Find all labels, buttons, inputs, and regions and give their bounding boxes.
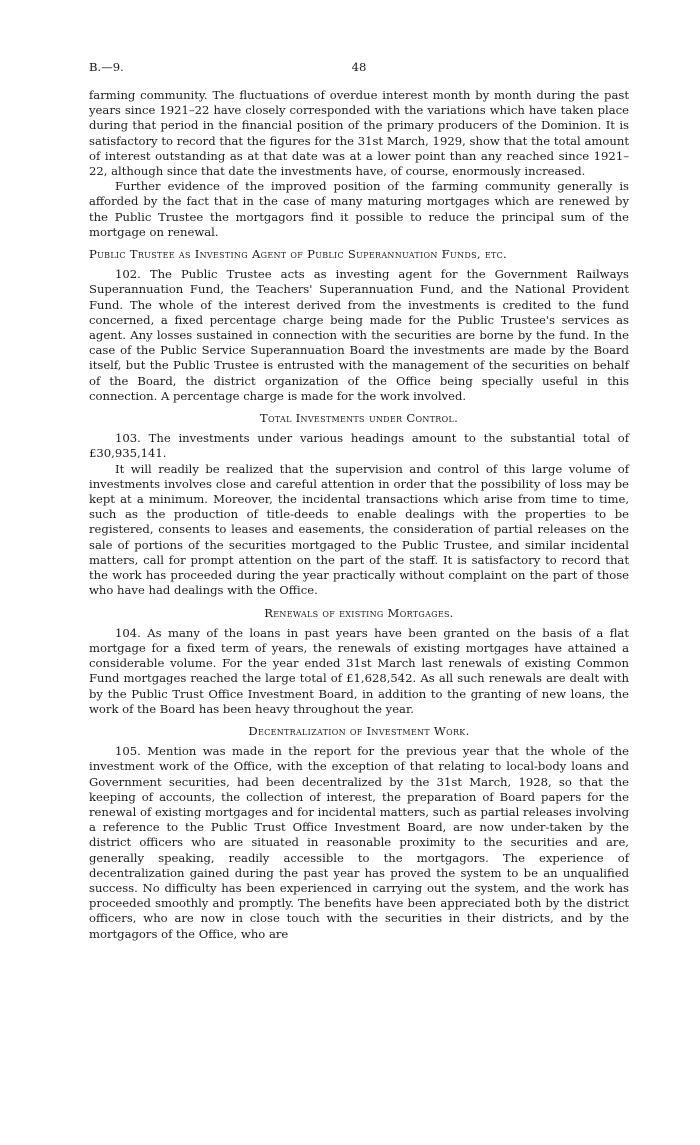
heading-renewals: Renewals of existing Mortgages.: [264, 605, 454, 620]
heading-decentralization: Decentralization of Investment Work.: [248, 723, 470, 738]
report-reference: B.—9.: [89, 60, 124, 74]
heading-total-investments: Total Investments under Control.: [259, 411, 459, 426]
paragraph-104: 104. As many of the loans in past years have been granted on the basis of a flat mortgage for a fixed term of years, the renewals of existing mortgages have attained a considerable volume. For the year ended 31st March last renewals of existing Common Fund mortgages reached the large total of £1,628,542. As all such renewals are dealt with by the Public Trust Office Investment Board, in addition to the granting of new loans, the work of the Board has been heavy throughout the year.: [89, 625, 629, 716]
paragraph-105: 105. Mention was made in the report for the previous year that the whole of the investment work of the Office, with the exception of that relating to local-body loans and Government securities, had been decentralized by the 31st March, 1928, so that the keeping of accounts, the collection of interest, the preparation of Board papers for the renewal of existing mortgages and for incidental matters, such as partial releases involving a reference to the Public Trust Office Investment Board, are now under-taken by the district officers who are situated in reasonable proximity to the securities and are, generally speaking, readily accessible to the mortgagors. The experience of decentralization gained during the past year has proved the system to be an unqualified success. No difficulty has been experienced in carrying out the system, and the work has proceeded smoothly and promptly. The benefits have been appreciated both by the district officers, who are now in close touch with the securities in their districts, and by the mortgagors of the Office, who are: [89, 744, 629, 941]
paragraph-103: 103. The investments under various headings amount to the substantial total of £30,935,141.: [89, 431, 629, 461]
page-header: [89, 60, 629, 88]
paragraph-farming-community: farming community. The fluctuations of overdue interest month by month during the past years since 1921–22 have closely corresponded with the variations which have taken place during that period in the financial position of the primary producers of the Dominion. It is satisfactory to record that the figures for the 31st March, 1929, show that the total amount of interest outstanding as at that date was at a lower point than any reached since 1921–22, although since that date the investments have, of course, enormously increased.: [89, 88, 629, 179]
document-page: [89, 60, 629, 942]
heading-superannuation-funds: Public Trustee as Investing Agent of Public Superannuation Funds, etc.: [89, 247, 508, 262]
paragraph-102: 102. The Public Trustee acts as investing agent for the Government Railways Superannuation Fund, the Teachers' Superannuation Fund, and the National Provident Fund. The whole of the interest derived from the investments is credited to the fund concerned, a fixed percentage charge being made for the Public Trustee's services as agent. Any losses sustained in connection with the securities are borne by the fund. In the case of the Public Service Superannuation Board the investments are made by the Board itself, but the Public Trustee is entrusted with the management of the securities on behalf of the Board, the district organization of the Office being specially useful in this connection. A percentage charge is made for the work involved.: [89, 267, 629, 403]
paragraph-further-evidence: Further evidence of the improved position of the farming community generally is afforded by the fact that in the case of many maturing mortgages which are renewed by the Public Trustee the mortgagors find it possible to reduce the principal sum of the mortgage on renewal.: [89, 179, 629, 239]
page-number: 48: [351, 60, 367, 74]
paragraph-103-supervision: It will readily be realized that the supervision and control of this large volume of investments involves close and careful attention in order that the possibility of loss may be kept at a minimum. Moreover, the incidental transactions which arise from time to time, such as the production of title-deeds to enable dealings with the properties to be registered, consents to leases and easements, the consideration of partial releases on the sale of portions of the securities mortgaged to the Public Trustee, and similar incidental matters, call for prompt attention on the part of the staff. It is satisfactory to record that the work has proceeded during the year practically without complaint on the part of those who have had dealings with the Office.: [89, 461, 629, 598]
